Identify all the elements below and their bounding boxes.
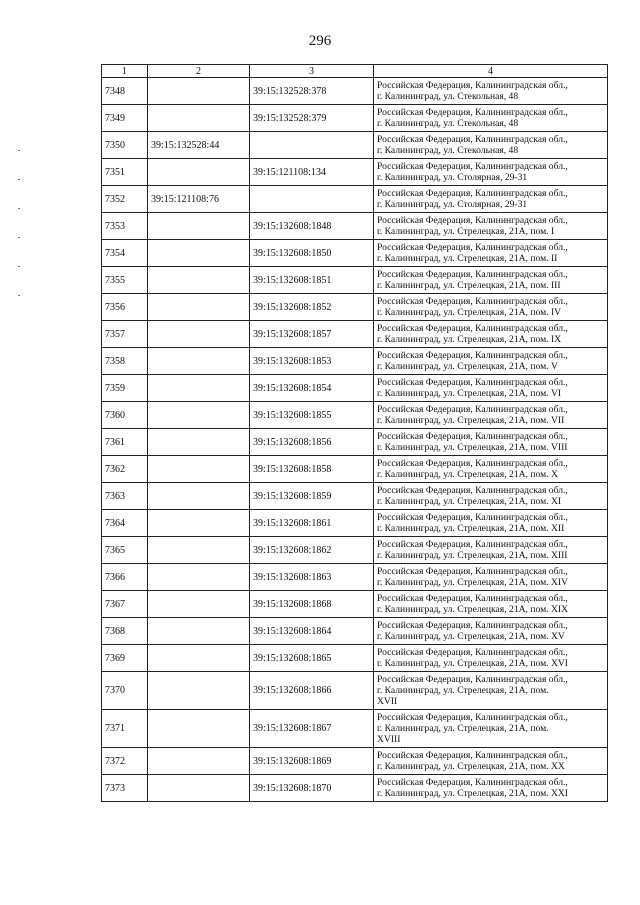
address-line-1: Российская Федерация, Калининградская обл., — [377, 431, 568, 442]
address-line-2: г. Калининград, ул. Стрелецкая, 21А, пом. XVI — [377, 658, 569, 669]
address-line-1: Российская Федерация, Калининградская обл., — [377, 674, 568, 685]
cadastral-number-object: 39:15:132608:1869 — [250, 748, 374, 775]
address-line-2: г. Калининград, ул. Стрелецкая, 21А, пом. XXI — [377, 788, 569, 799]
address-line-1: Российская Федерация, Калининградская обл., — [377, 161, 568, 172]
table-row — [102, 132, 608, 159]
cadastral-number-object: 39:15:132608:1870 — [250, 775, 374, 802]
cadastral-number-object: 39:15:132608:1863 — [250, 564, 374, 591]
cadastral-number-parcel — [148, 294, 250, 321]
row-number: 7358 — [102, 348, 148, 375]
page-number: 296 — [308, 33, 332, 49]
address-cell — [374, 429, 608, 456]
row-number: 7357 — [102, 321, 148, 348]
row-number: 7348 — [102, 78, 148, 105]
column-header-3: 3 — [250, 65, 374, 78]
table-row — [102, 78, 608, 105]
cadastral-number-parcel — [148, 402, 250, 429]
row-number: 7369 — [102, 645, 148, 672]
address-cell — [374, 186, 608, 213]
address-line-1: Российская Федерация, Калининградская обл., — [377, 566, 568, 577]
table-row — [102, 429, 608, 456]
cadastral-number-parcel — [148, 267, 250, 294]
row-number: 7371 — [102, 710, 148, 748]
table-row — [102, 213, 608, 240]
row-number: 7351 — [102, 159, 148, 186]
cadastral-number-parcel: 39:15:132528:44 — [148, 132, 250, 159]
address-line-1: Российская Федерация, Калининградская обл., — [377, 404, 568, 415]
address-cell — [374, 710, 608, 748]
address-line-2: г. Калининград, ул. Стрелецкая, 21А, пом. XIV — [377, 577, 569, 588]
address-line-2: г. Калининград, ул. Стрелецкая, 21А, пом. XIX — [377, 604, 569, 615]
row-number: 7356 — [102, 294, 148, 321]
margin-scan-marks — [18, 150, 20, 324]
cadastral-number-object: 39:15:132608:1865 — [250, 645, 374, 672]
cadastral-number-object: 39:15:132608:1852 — [250, 294, 374, 321]
table-row — [102, 105, 608, 132]
cadastral-number-object: 39:15:132608:1861 — [250, 510, 374, 537]
cadastral-number-object: 39:15:132608:1854 — [250, 375, 374, 402]
address-line-1: Российская Федерация, Калининградская обл., — [377, 777, 568, 788]
address-line-2: г. Калининград, ул. Стрелецкая, 21А, пом. VIII — [377, 442, 568, 453]
table-row — [102, 159, 608, 186]
address-line-2: г. Калининград, ул. Стрелецкая, 21А, пом. I — [377, 226, 555, 237]
row-number: 7355 — [102, 267, 148, 294]
cadastral-number-object: 39:15:132528:379 — [250, 105, 374, 132]
table-row — [102, 591, 608, 618]
address-line-3: XVII — [377, 696, 398, 707]
row-number: 7368 — [102, 618, 148, 645]
table-row — [102, 402, 608, 429]
cadastral-number-object: 39:15:132608:1866 — [250, 672, 374, 710]
address-line-1: Российская Федерация, Калининградская обл., — [377, 323, 568, 334]
address-line-2: г. Калининград, ул. Стрелецкая, 21А, пом. XII — [377, 523, 565, 534]
address-line-2: г. Калининград, ул. Стрелецкая, 21А, пом. II — [377, 253, 558, 264]
row-number: 7366 — [102, 564, 148, 591]
address-cell — [374, 132, 608, 159]
address-cell — [374, 240, 608, 267]
cadastral-number-parcel — [148, 429, 250, 456]
address-line-2: г. Калининград, ул. Стрелецкая, 21А, пом. — [377, 723, 549, 734]
cadastral-number-parcel — [148, 564, 250, 591]
address-line-2: г. Калининград, ул. Стрелецкая, 21А, пом. XV — [377, 631, 565, 642]
cadastral-number-parcel — [148, 159, 250, 186]
cadastral-number-parcel — [148, 78, 250, 105]
address-line-2: г. Калининград, ул. Стрелецкая, 21А, пом. VII — [377, 415, 565, 426]
address-line-2: г. Калининград, ул. Стрелецкая, 21А, пом. IX — [377, 334, 562, 345]
address-line-1: Российская Федерация, Калининградская обл., — [377, 269, 568, 280]
address-cell — [374, 564, 608, 591]
row-number: 7361 — [102, 429, 148, 456]
cadastral-number-parcel — [148, 456, 250, 483]
address-line-2: г. Калининград, ул. Стрелецкая, 21А, пом. IV — [377, 307, 562, 318]
row-number: 7359 — [102, 375, 148, 402]
table-header-row — [102, 65, 608, 78]
address-cell — [374, 618, 608, 645]
cadastral-number-parcel — [148, 537, 250, 564]
address-line-1: Российская Федерация, Калининградская обл., — [377, 539, 568, 550]
address-line-1: Российская Федерация, Калининградская обл., — [377, 80, 568, 91]
table-row — [102, 748, 608, 775]
address-cell — [374, 537, 608, 564]
address-cell — [374, 510, 608, 537]
row-number: 7372 — [102, 748, 148, 775]
row-number: 7349 — [102, 105, 148, 132]
table-row — [102, 267, 608, 294]
cadastral-number-object — [250, 132, 374, 159]
cadastral-number-parcel — [148, 321, 250, 348]
table-row — [102, 483, 608, 510]
row-number: 7362 — [102, 456, 148, 483]
cadastral-number-parcel — [148, 645, 250, 672]
address-cell — [374, 348, 608, 375]
address-cell — [374, 321, 608, 348]
cadastral-number-object: 39:15:132608:1851 — [250, 267, 374, 294]
address-line-2: г. Калининград, ул. Стекольная, 48 — [377, 91, 519, 102]
cadastral-number-object: 39:15:132608:1855 — [250, 402, 374, 429]
address-line-1: Российская Федерация, Калининградская обл., — [377, 242, 568, 253]
address-line-1: Российская Федерация, Калининградская обл., — [377, 134, 568, 145]
address-line-1: Российская Федерация, Калининградская обл., — [377, 458, 568, 469]
column-header-2: 2 — [148, 65, 250, 78]
table-row — [102, 186, 608, 213]
row-number: 7364 — [102, 510, 148, 537]
cadastral-number-object: 39:15:132608:1857 — [250, 321, 374, 348]
column-header-4: 4 — [374, 65, 608, 78]
address-line-1: Российская Федерация, Калининградская обл., — [377, 107, 568, 118]
table-row — [102, 510, 608, 537]
address-line-1: Российская Федерация, Калининградская обл., — [377, 647, 568, 658]
address-line-2: г. Калининград, ул. Стрелецкая, 21А, пом. VI — [377, 388, 562, 399]
cadastral-number-object: 39:15:132608:1858 — [250, 456, 374, 483]
cadastral-number-parcel — [148, 618, 250, 645]
cadastral-number-parcel — [148, 375, 250, 402]
table-row — [102, 710, 608, 748]
address-line-1: Российская Федерация, Калининградская обл., — [377, 215, 568, 226]
address-cell — [374, 483, 608, 510]
row-number: 7363 — [102, 483, 148, 510]
cadastral-number-object: 39:15:132608:1864 — [250, 618, 374, 645]
address-line-2: г. Калининград, ул. Стекольная, 48 — [377, 118, 519, 129]
cadastral-number-object: 39:15:132608:1862 — [250, 537, 374, 564]
address-cell — [374, 213, 608, 240]
cadastral-number-parcel — [148, 710, 250, 748]
cadastral-number-object: 39:15:121108:134 — [250, 159, 374, 186]
address-cell — [374, 105, 608, 132]
address-cell — [374, 748, 608, 775]
cadastral-number-parcel — [148, 240, 250, 267]
table-body — [102, 78, 608, 802]
address-line-1: Российская Федерация, Калининградская обл., — [377, 485, 568, 496]
cadastral-number-parcel — [148, 591, 250, 618]
row-number: 7354 — [102, 240, 148, 267]
table-row — [102, 348, 608, 375]
address-cell — [374, 267, 608, 294]
address-line-2: г. Калининград, ул. Стрелецкая, 21А, пом. XI — [377, 496, 562, 507]
column-header-1: 1 — [102, 65, 148, 78]
address-line-2: г. Калининград, ул. Стекольная, 48 — [377, 145, 519, 156]
address-line-1: Российская Федерация, Калининградская обл., — [377, 188, 568, 199]
table-row — [102, 564, 608, 591]
address-cell — [374, 775, 608, 802]
cadastral-number-object: 39:15:132608:1867 — [250, 710, 374, 748]
table-row — [102, 375, 608, 402]
table-row — [102, 321, 608, 348]
address-cell — [374, 78, 608, 105]
address-line-2: г. Калининград, ул. Стрелецкая, 21А, пом. X — [377, 469, 558, 480]
cadastral-number-parcel — [148, 510, 250, 537]
address-line-1: Российская Федерация, Калининградская обл., — [377, 296, 568, 307]
address-line-2: г. Калининград, ул. Столярная, 29-31 — [377, 172, 528, 183]
address-cell — [374, 159, 608, 186]
table-row — [102, 537, 608, 564]
row-number: 7353 — [102, 213, 148, 240]
address-line-2: г. Калининград, ул. Стрелецкая, 21А, пом. — [377, 685, 549, 696]
cadastral-number-object: 39:15:132608:1856 — [250, 429, 374, 456]
address-cell — [374, 591, 608, 618]
address-line-1: Российская Федерация, Калининградская обл., — [377, 512, 568, 523]
address-line-2: г. Калининград, ул. Стрелецкая, 21А, пом. XX — [377, 761, 565, 772]
address-line-1: Российская Федерация, Калининградская обл., — [377, 620, 568, 631]
address-cell — [374, 402, 608, 429]
cadastral-number-parcel — [148, 348, 250, 375]
cadastral-number-object: 39:15:132528:378 — [250, 78, 374, 105]
address-cell — [374, 375, 608, 402]
cadastral-number-parcel — [148, 672, 250, 710]
address-line-1: Российская Федерация, Калининградская обл., — [377, 350, 568, 361]
address-cell — [374, 645, 608, 672]
row-number: 7360 — [102, 402, 148, 429]
cadastral-number-object: 39:15:132608:1859 — [250, 483, 374, 510]
row-number: 7367 — [102, 591, 148, 618]
table-row — [102, 456, 608, 483]
address-line-2: г. Калининград, ул. Стрелецкая, 21А, пом. III — [377, 280, 561, 291]
cadastral-number-object: 39:15:132608:1868 — [250, 591, 374, 618]
cadastral-number-object: 39:15:132608:1853 — [250, 348, 374, 375]
table-row — [102, 294, 608, 321]
address-line-1: Российская Федерация, Калининградская обл., — [377, 712, 568, 723]
cadastral-number-parcel — [148, 748, 250, 775]
row-number: 7373 — [102, 775, 148, 802]
address-cell — [374, 456, 608, 483]
row-number: 7365 — [102, 537, 148, 564]
address-line-2: г. Калининград, ул. Столярная, 29-31 — [377, 199, 528, 210]
row-number: 7352 — [102, 186, 148, 213]
address-line-1: Российская Федерация, Калининградская обл., — [377, 377, 568, 388]
address-line-3: XVIII — [377, 734, 401, 745]
address-line-2: г. Калининград, ул. Стрелецкая, 21А, пом. XIII — [377, 550, 568, 561]
address-cell — [374, 672, 608, 710]
address-line-1: Российская Федерация, Калининградская обл., — [377, 750, 568, 761]
address-cell — [374, 294, 608, 321]
cadastral-number-parcel — [148, 105, 250, 132]
row-number: 7370 — [102, 672, 148, 710]
table-row — [102, 645, 608, 672]
registry-table — [101, 64, 608, 802]
table-row — [102, 618, 608, 645]
cadastral-number-parcel — [148, 483, 250, 510]
table-row — [102, 775, 608, 802]
cadastral-number-parcel — [148, 213, 250, 240]
table-row — [102, 240, 608, 267]
cadastral-number-object: 39:15:132608:1850 — [250, 240, 374, 267]
table-row — [102, 672, 608, 710]
row-number: 7350 — [102, 132, 148, 159]
cadastral-number-parcel — [148, 775, 250, 802]
address-line-2: г. Калининград, ул. Стрелецкая, 21А, пом. V — [377, 361, 558, 372]
cadastral-number-parcel: 39:15:121108:76 — [148, 186, 250, 213]
cadastral-number-object: 39:15:132608:1848 — [250, 213, 374, 240]
address-line-1: Российская Федерация, Калининградская обл., — [377, 593, 568, 604]
cadastral-number-object — [250, 186, 374, 213]
